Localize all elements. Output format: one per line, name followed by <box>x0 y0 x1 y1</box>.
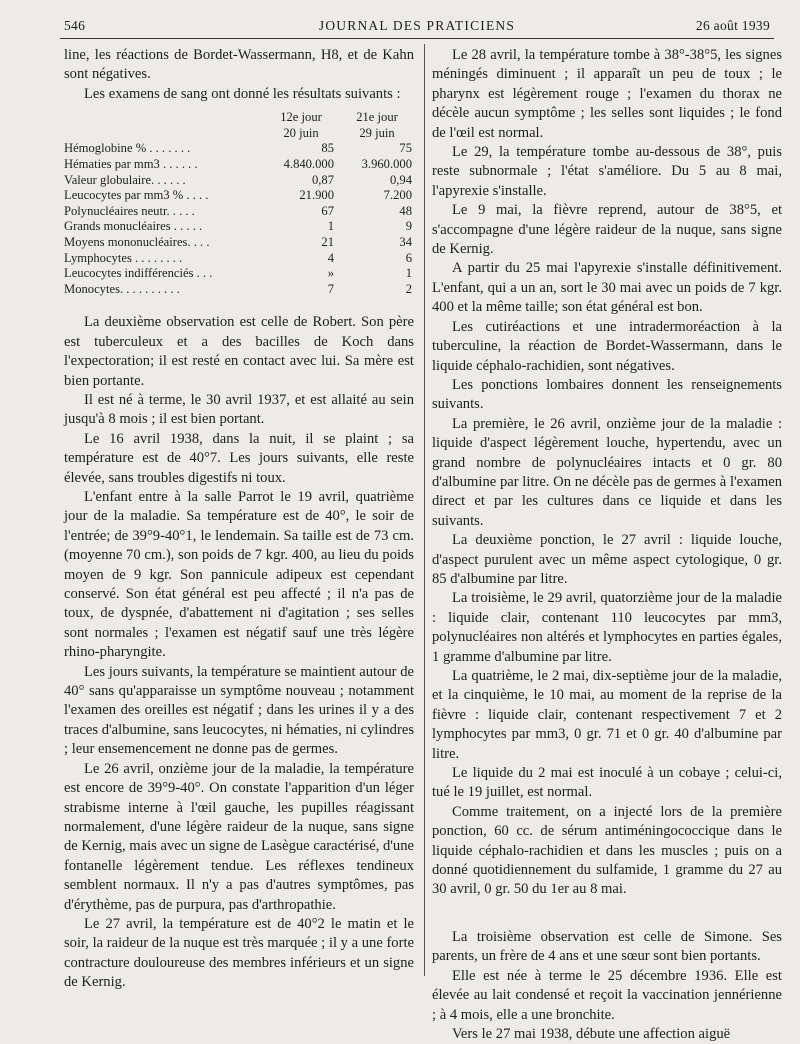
row-label: Polynucléaires neutr. . . . . <box>64 203 195 218</box>
value-day-21: 6 <box>405 250 412 265</box>
paragraph: La troisième observation est celle de Simone. Ses parents, un frère de 4 ans et une sœur sont bien portants. <box>432 928 782 965</box>
value-day-12: 67 <box>321 203 334 218</box>
table-row <box>64 266 416 282</box>
left-column <box>64 46 414 993</box>
blood-results-table <box>64 110 416 297</box>
value-day-12: 0,87 <box>311 172 334 187</box>
paragraph: Les ponctions lombaires donnent les renseignements suivants. <box>432 376 782 413</box>
row-label: Grands monucléaires . . . . . <box>64 219 203 234</box>
row-label: Leucocytes par mm3 % . . . . <box>64 188 209 203</box>
row-label: Hématies par mm3 . . . . . . <box>64 157 198 171</box>
paragraph: line, les réactions de Bordet-Wassermann, H8, et de Kahn sont négatives. <box>64 47 414 83</box>
value-day-21: 0,94 <box>389 172 412 187</box>
column-header: 29 juin <box>359 125 395 140</box>
table-row <box>64 251 416 267</box>
row-label: Lymphocytes . . . . . . . . <box>64 250 183 265</box>
paragraph: Elle est née à terme le 25 décembre 1936. Elle est élevée au lait condensé et reçoit la vaccination jennérienne ; à 4 mois, elle a une bronchite. <box>432 967 782 1023</box>
value-day-12: 4.840.000 <box>283 157 334 171</box>
value-day-12: 1 <box>327 219 334 234</box>
table-body <box>64 141 416 297</box>
paragraph: Le 28 avril, la température tombe à 38°-38°5, les signes méningés diminuent ; il apparaît un peu de toux ; le pharynx est légèrement rouge ; l'examen du thorax ne décèle aucun symptôme ; les selles sont liquides ; le fond de l'œil est normal. <box>432 47 782 141</box>
value-day-21: 9 <box>405 219 412 234</box>
value-day-21: 2 <box>405 281 412 296</box>
value-day-21: 75 <box>399 141 412 156</box>
value-day-12: » <box>327 266 334 281</box>
paragraph: La quatrième, le 2 mai, dix-septième jour de la maladie, et la cinquième, le 10 mai, au moment de la reprise de la fièvre : liquide clair, contenant respectivement 7 et 2 lymphocytes par mm3, 0 gr. 71 et 0 gr. 40 d'albumine par litre. <box>432 668 782 762</box>
page-number: 546 <box>64 18 86 33</box>
header-rule <box>60 38 774 39</box>
table-row <box>64 235 416 251</box>
table-header-row <box>64 126 416 142</box>
paragraph: Comme traitement, on a injecté lors de la première ponction, 60 cc. de sérum antiméningococcique dans le liquide céphalo-rachidien et dans les muscles ; puis on a donné quotidiennement du sulfamide, 1 gramme du 27 au 30 avril, 0 gr. 50 du 1er au 8 mai. <box>432 803 782 898</box>
row-label: Valeur globulaire. . . . . . <box>64 172 186 187</box>
running-header <box>64 14 770 38</box>
value-day-12: 4 <box>327 250 334 265</box>
value-day-12: 7 <box>327 281 334 296</box>
right-column <box>432 46 782 1044</box>
paragraph: Les cutiréactions et une intradermoréaction à la tuberculine, la réaction de Bordet-Wassermann, dans le liquide céphalo-rachidien, sont négatives. <box>432 318 782 374</box>
table-header-row <box>64 110 416 126</box>
value-day-12: 85 <box>321 141 334 156</box>
journal-title: JOURNAL DES PRATICIENS <box>318 18 516 33</box>
row-label: Leucocytes indifférenciés . . . <box>64 266 213 281</box>
paragraph: Il est né à terme, le 30 avril 1937, et est allaité au sein jusqu'à 8 mois ; il est bien portant. <box>64 391 414 428</box>
table-row <box>64 141 416 157</box>
value-day-21: 7.200 <box>383 188 412 203</box>
value-day-21: 34 <box>399 234 412 249</box>
paragraph: Les examens de sang ont donné les résultats suivants : <box>84 85 401 102</box>
paragraph: La deuxième ponction, le 27 avril : liquide louche, d'aspect purulent avec un même aspect cytologique, 0 gr. 85 d'albumine par litre. <box>432 532 782 587</box>
paragraph: Le 16 avril 1938, dans la nuit, il se plaint ; sa température est de 40°7. Les jours suivants, elle reste élevée, sans troubles digestifs ni toux. <box>64 430 414 486</box>
table-row <box>64 282 416 298</box>
paragraph: Vers le 27 mai 1938, débute une affection aiguë <box>452 1025 731 1042</box>
paragraph: La troisième, le 29 avril, quatorzième jour de la maladie : liquide clair, contenant 110 leucocytes par mm3, polynucléaires non altérés et lymphocytes en parties égales, 1 gramme d'albumine par litre. <box>432 590 782 665</box>
value-day-21: 3.960.000 <box>361 157 412 171</box>
table-row <box>64 204 416 220</box>
column-header: 21e jour <box>356 110 398 125</box>
row-label: Hémoglobine % . . . . . . . <box>64 141 191 156</box>
value-day-21: 48 <box>399 203 412 218</box>
paragraph: A partir du 25 mai l'apyrexie s'installe définitivement. L'enfant, qui a un an, sort le 30 mai avec un poids de 7 kgr. 400 et la même taille; son état général est bon. <box>432 260 782 316</box>
row-label: Moyens mononucléaires. . . . <box>64 234 210 249</box>
paragraph: L'enfant entre à la salle Parrot le 19 avril, quatrième jour de la maladie. Sa température est de 40°, le soir de l'entrée; de 39°9-40°1, le lendemain. Sa taille est de 73 cm. (moyenne 70 cm.), son poids de 7 kgr. 400, au lieu du poids moyen de 9 kgr. Son pannicule adipeux est cependant conservé. Son état général est peu affecté ; il n'a pas de toux, de dyspnée, d'abattement ni d'agitation ; ses selles sont normales ; l'examen est négatif sauf une très légère rhino-pharyngite. <box>64 489 414 661</box>
row-label: Monocytes. . . . . . . . . . <box>64 281 180 296</box>
paragraph: La première, le 26 avril, onzième jour de la maladie : liquide d'aspect légèrement louche, hypertendu, avec un grand nombre de polynucléaires intacts et 0 gr. 80 d'albumine par litre. On ne décèle pas de germes à l'examen direct et par les cultures dans ce liquide et dans les suivants. <box>432 415 782 529</box>
paragraph: Le 29, la température tombe au-dessous de 38°, puis reste subnormale ; l'état s'améliore. Du 5 au 8 mai, l'apyrexie s'installe. <box>432 144 782 199</box>
column-header: 12e jour <box>280 110 322 125</box>
table-row <box>64 173 416 189</box>
column-header: 20 juin <box>283 125 319 140</box>
value-day-21: 1 <box>405 266 412 281</box>
issue-date: 26 août 1939 <box>695 18 770 33</box>
value-day-12: 21 <box>321 234 334 249</box>
table-row <box>64 157 416 173</box>
table-row <box>64 188 416 204</box>
paragraph: La deuxième observation est celle de Robert. Son père est tuberculeux et a des bacilles de Koch dans l'expectoration; il est resté en contact avec lui. Sa mère est bien portante. <box>64 314 414 389</box>
paragraph: Les jours suivants, la température se maintient autour de 40° sans qu'apparaisse un symptôme nouveau ; notamment l'examen des oreilles est négatif ; dans les urines il y a des traces d'albumine, sans leucocytes, ni hématies, ni cylindres ; leur ensemencement ne donne pas de germes. <box>64 663 414 758</box>
paragraph: Le 9 mai, la fièvre reprend, autour de 38°5, et s'accompagne d'une légère raideur de la nuque, sans signe de Kernig. <box>432 202 782 258</box>
paragraph: Le liquide du 2 mai est inoculé à un cobaye ; celui-ci, tué le 19 juillet, est normal. <box>432 765 782 801</box>
paragraph: Le 26 avril, onzième jour de la maladie, la température est encore de 39°9-40°. On constate l'apparition d'un léger strabisme interne à l'œil gauche, les pupilles réagissant normalement, d'une légère raideur de la nuque, sans signe de Kernig, mais avec un signe de Lasègue caractérisé, d'une fontanelle légèrement tendue. Les réflexes tendineux semblent normaux. Il n'y a pas d'autres symptômes, pas d'érythème, pas de purpura, pas d'arthropathie. <box>64 760 414 913</box>
value-day-12: 21.900 <box>299 188 334 203</box>
paragraph: Le 27 avril, la température est de 40°2 le matin et le soir, la raideur de la nuque est très marquée ; il y a une forte contracture douloureuse des membres inférieurs et un signe de Kernig. <box>64 915 414 991</box>
table-row <box>64 219 416 235</box>
column-divider <box>424 44 425 976</box>
